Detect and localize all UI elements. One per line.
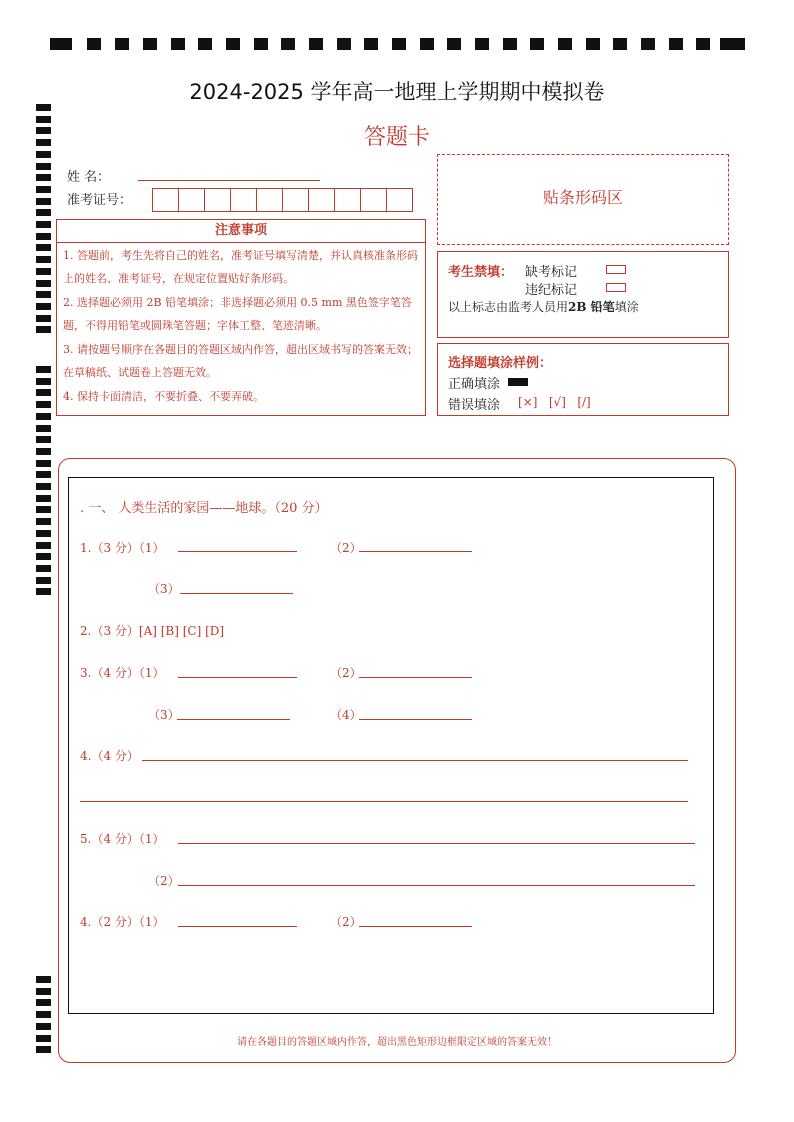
timing-mark [171, 38, 185, 50]
q4-answer-line-2[interactable] [80, 801, 688, 802]
notice-item: 4. 保持卡面清洁，不要折叠、不要弄破。 [63, 390, 264, 403]
timing-mark [420, 38, 434, 50]
notice-item: 1. 答题前，考生先将自己的姓名，准考证号填写清楚，并认真核准条形码上的姓名、准考证号，在规定位置贴好条形码。 [63, 249, 418, 285]
id-digit-box[interactable] [204, 188, 231, 212]
q3-1-answer-line[interactable] [178, 677, 297, 678]
q3-label: 3.（4 分）（1） [80, 666, 165, 680]
timing-mark [50, 38, 72, 50]
answer-card-heading: 答题卡 [363, 125, 430, 150]
q3-3-answer-line[interactable] [177, 719, 290, 720]
timing-mark [36, 151, 51, 158]
timing-mark [36, 518, 51, 525]
timing-mark [36, 436, 51, 443]
timing-mark [36, 366, 51, 373]
q1-2-label: （2） [330, 541, 362, 555]
timing-mark [36, 988, 51, 995]
timing-mark [36, 1035, 51, 1042]
timing-mark [36, 542, 51, 549]
timing-mark [36, 315, 51, 322]
timing-mark [36, 413, 51, 420]
id-digit-box[interactable] [334, 188, 361, 212]
timing-mark [36, 483, 51, 490]
timing-mark [36, 976, 51, 983]
timing-mark [36, 256, 51, 263]
q1-1-answer-line[interactable] [178, 551, 297, 552]
answer-area-frame [68, 477, 714, 1014]
timing-mark [143, 38, 157, 50]
wrong-fill-label: 错误填涂 [448, 398, 501, 413]
timing-mark [696, 38, 710, 50]
q1-3-label: （3） [148, 582, 180, 596]
timing-mark [87, 38, 101, 50]
q1-2-answer-line[interactable] [359, 551, 472, 552]
timing-mark [36, 221, 51, 228]
timing-mark [36, 577, 51, 584]
timing-mark [36, 174, 51, 181]
timing-mark [36, 291, 51, 298]
id-digit-box[interactable] [230, 188, 257, 212]
q3-4-label: （4） [330, 708, 362, 722]
wrong-fill-marks: [×] [√] [/] [518, 395, 591, 409]
timing-mark [641, 38, 655, 50]
timing-mark [36, 1046, 51, 1053]
page-title: 2024-2025 学年高一地理上学期期中模拟卷 [189, 80, 605, 104]
id-digit-box[interactable] [308, 188, 335, 212]
timing-mark [36, 506, 51, 513]
timing-mark [226, 38, 240, 50]
timing-mark [36, 280, 51, 287]
id-digit-box[interactable] [386, 188, 413, 212]
timing-mark [36, 999, 51, 1006]
q5-1-answer-line[interactable] [178, 843, 695, 844]
timing-mark [720, 38, 745, 50]
fill-sample-box [437, 343, 729, 416]
timing-mark [36, 1011, 51, 1018]
timing-mark [36, 588, 51, 595]
timing-mark [36, 198, 51, 205]
notice-item: 3. 请按题号顺序在各题目的答题区域内作答，超出区域书写的答案无效；在草稿纸、试题卷上答题无效。 [63, 343, 418, 379]
timing-mark [309, 38, 323, 50]
timing-mark [530, 38, 544, 50]
timing-mark [36, 425, 51, 432]
timing-mark [36, 1023, 51, 1030]
correct-fill-mark [508, 378, 528, 386]
forbid-note: 以上标志由监考人员用2B 铅笔填涂 [448, 300, 639, 314]
q5-2-label: （2） [148, 874, 180, 888]
q6-2-answer-line[interactable] [359, 926, 472, 927]
timing-mark [558, 38, 572, 50]
timing-mark [337, 38, 351, 50]
absent-mark-label: 缺考标记 [525, 265, 578, 280]
forbid-label: 考生禁填： [448, 265, 514, 280]
name-label: 姓 名： [67, 170, 111, 185]
q4-label: 4.（4 分） [80, 749, 139, 763]
timing-mark [36, 233, 51, 240]
notice-box [56, 219, 426, 416]
timing-mark [613, 38, 627, 50]
timing-mark [36, 530, 51, 537]
timing-mark [36, 186, 51, 193]
timing-mark [36, 303, 51, 310]
q3-2-label: （2） [330, 666, 362, 680]
q6-1-answer-line[interactable] [178, 926, 297, 927]
notice-heading: 注意事项 [57, 220, 425, 243]
timing-mark [36, 378, 51, 385]
timing-mark [36, 401, 51, 408]
id-digit-box[interactable] [152, 188, 179, 212]
timing-mark [281, 38, 295, 50]
timing-mark [36, 460, 51, 467]
id-number-boxes[interactable] [152, 188, 412, 212]
timing-mark [36, 326, 51, 333]
q2-options[interactable]: 2.（3 分）[A] [B] [C] [D] [80, 624, 225, 638]
timing-mark [36, 565, 51, 572]
q3-2-answer-line[interactable] [359, 677, 472, 678]
barcode-area: 贴条形码区 [437, 154, 729, 245]
absent-mark-box[interactable] [606, 265, 626, 274]
q1-label: 1.（3 分）（1） [80, 541, 165, 555]
timing-mark [669, 38, 683, 50]
timing-mark [36, 553, 51, 560]
forbid-box [437, 251, 729, 338]
timing-mark [36, 495, 51, 502]
timing-mark [475, 38, 489, 50]
timing-mark [36, 163, 51, 170]
q4-answer-line[interactable] [142, 760, 688, 761]
name-field[interactable] [138, 180, 320, 181]
timing-mark [115, 38, 129, 50]
timing-mark [36, 209, 51, 216]
timing-mark [364, 38, 378, 50]
notice-item: 2. 选择题必须用 2B 铅笔填涂；非选择题必须用 0.5 mm 黑色签字笔答题，不得用铅笔或圆珠笔答题；字体工整、笔迹清晰。 [63, 296, 412, 332]
section-heading: . 一、 人类生活的家园——地球。（20 分） [80, 501, 328, 516]
id-digit-box[interactable] [282, 188, 309, 212]
q5-2-answer-line[interactable] [178, 885, 695, 886]
footer-note: 请在各题目的答题区域内作答，超出黑色矩形边框限定区域的答案无效！ [237, 1037, 557, 1048]
id-label: 准考证号： [67, 193, 133, 208]
correct-fill-label: 正确填涂 [448, 377, 501, 392]
timing-mark [36, 244, 51, 251]
timing-mark [586, 38, 600, 50]
timing-mark [198, 38, 212, 50]
q5-label: 5.（4 分）（1） [80, 832, 165, 846]
violation-mark-label: 违纪标记 [525, 283, 578, 298]
violation-mark-box[interactable] [606, 283, 626, 292]
timing-mark [254, 38, 268, 50]
timing-mark [36, 268, 51, 275]
timing-mark [503, 38, 517, 50]
q3-3-label: （3） [148, 708, 180, 722]
timing-mark [36, 471, 51, 478]
timing-mark [447, 38, 461, 50]
timing-mark [36, 389, 51, 396]
timing-mark [392, 38, 406, 50]
id-digit-box[interactable] [360, 188, 387, 212]
id-digit-box[interactable] [178, 188, 205, 212]
q6-label: 4.（2 分）（1） [80, 915, 165, 929]
q1-3-answer-line[interactable] [180, 593, 293, 594]
sample-heading: 选择题填涂样例： [448, 356, 553, 371]
q6-2-label: （2） [330, 915, 362, 929]
q3-4-answer-line[interactable] [359, 719, 472, 720]
timing-mark [36, 448, 51, 455]
id-digit-box[interactable] [256, 188, 283, 212]
